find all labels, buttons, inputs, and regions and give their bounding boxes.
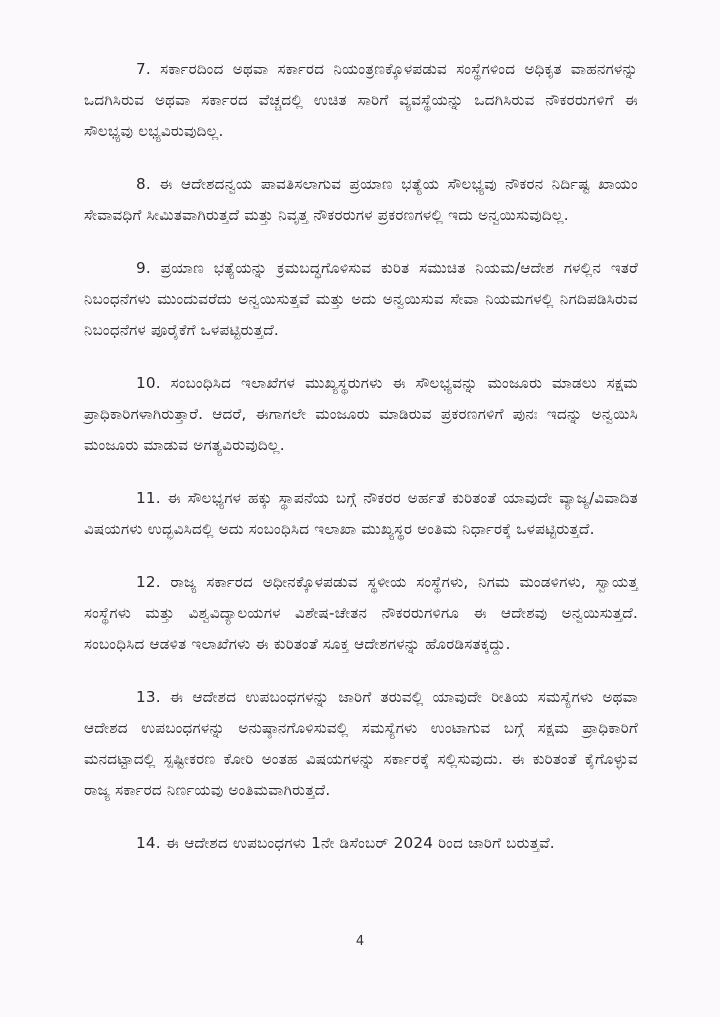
paragraph-7: 7. ಸರ್ಕಾರದಿಂದ ಅಥವಾ ಸರ್ಕಾರದ ನಿಯಂತ್ರಣಕ್ಕೊಳಪಡುವ ಸಂಸ್ಥೆಗಳಿಂದ ಅಧಿಕೃತ ವಾಹನಗಳನ್ನು ಒದಗಿಸಿರುವ ಅಥವಾ ಸರ್ಕಾರದ ವೆಚ್ಚದಲ್ಲಿ ಉಚಿತ ಸಾರಿಗೆ ವ್ಯವಸ್ಥೆಯನ್ನು ಒದಗಿಸಿರುವ ನೌಕರರುಗಳಿಗೆ ಈ ಸೌಲಭ್ಯವು ಲಭ್ಯವಿರುವುದಿಲ್ಲ.: [84, 60, 638, 140]
paragraph-10: 10. ಸಂಬಂಧಿಸಿದ ಇಲಾಖೆಗಳ ಮುಖ್ಯಸ್ಥರುಗಳು ಈ ಸೌಲಭ್ಯವನ್ನು ಮಂಜೂರು ಮಾಡಲು ಸಕ್ಷಮ ಪ್ರಾಧಿಕಾರಿಗಳಾಗಿರುತ್ತಾರೆ. ಆದರೆ, ಈಗಾಗಲೇ ಮಂಜೂರು ಮಾಡಿರುವ ಪ್ರಕರಣಗಳಿಗೆ ಪುನಃ ಇದನ್ನು ಅನ್ವಯಿಸಿ ಮಂಜೂರು ಮಾಡುವ ಅಗತ್ಯವಿರುವುದಿಲ್ಲ.: [84, 374, 638, 454]
page-number: 4: [355, 934, 365, 949]
paragraph-13: 13. ಈ ಆದೇಶದ ಉಪಬಂಧಗಳನ್ನು ಜಾರಿಗೆ ತರುವಲ್ಲಿ ಯಾವುದೇ ರೀತಿಯ ಸಮಸ್ಯೆಗಳು ಅಥವಾ ಆದೇಶದ ಉಪಬಂಧಗಳನ್ನು ಅನುಷ್ಠಾನಗೊಳಿಸುವಲ್ಲಿ ಸಮಸ್ಯೆಗಳು ಉಂಟಾಗುವ ಬಗ್ಗೆ ಸಕ್ಷಮ ಪ್ರಾಧಿಕಾರಿಗೆ ಮನದಟ್ಟಾದಲ್ಲಿ ಸ್ಪಷ್ಟೀಕರಣ ಕೋರಿ ಅಂತಹ ವಿಷಯಗಳನ್ನು ಸರ್ಕಾರಕ್ಕೆ ಸಲ್ಲಿಸುವುದು. ಈ ಕುರಿತಂತೆ ಕೈಗೊಳ್ಳುವ ರಾಜ್ಯ ಸರ್ಕಾರದ ನಿರ್ಣಯವು ಅಂತಿಮವಾಗಿರುತ್ತದೆ.: [84, 688, 638, 799]
paragraph-9: 9. ಪ್ರಯಾಣ ಭತ್ಯೆಯನ್ನು ಕ್ರಮಬದ್ಧಗೊಳಿಸುವ ಕುರಿತ ಸಮುಚಿತ ನಿಯಮ/ಆದೇಶ ಗಳಲ್ಲಿನ ಇತರೆ ನಿಬಂಧನೆಗಳು ಮುಂದುವರೆದು ಅನ್ವಯಿಸುತ್ತವೆ ಮತ್ತು ಅದು ಅನ್ವಯಿಸುವ ಸೇವಾ ನಿಯಮಗಳಲ್ಲಿ ನಿಗದಿಪಡಿಸಿರುವ ನಿಬಂಧನೆಗಳ ಪೂರೈಕೆಗೆ ಒಳಪಟ್ಟಿರುತ್ತದೆ.: [84, 259, 638, 339]
paragraph-14: 14. ಈ ಆದೇಶದ ಉಪಬಂಧಗಳು 1ನೇ ಡಿಸೆಂಬರ್ 2024 ರಿಂದ ಜಾರಿಗೆ ಬರುತ್ತವೆ.: [136, 834, 555, 852]
paragraph-8: 8. ಈ ಆದೇಶದನ್ವಯ ಪಾವತಿಸಲಾಗುವ ಪ್ರಯಾಣ ಭತ್ಯೆಯ ಸೌಲಭ್ಯವು ನೌಕರನ ನಿರ್ದಿಷ್ಟ ಖಾಯಂ ಸೇವಾವಧಿಗೆ ಸೀಮಿತವಾಗಿರುತ್ತದೆ ಮತ್ತು ನಿವೃತ್ತ ನೌಕರರುಗಳ ಪ್ರಕರಣಗಳಲ್ಲಿ ಇದು ಅನ್ವಯಿಸುವುದಿಲ್ಲ.: [84, 175, 638, 224]
paragraph-12: 12. ರಾಜ್ಯ ಸರ್ಕಾರದ ಅಧೀನಕ್ಕೊಳಪಡುವ ಸ್ಥಳೀಯ ಸಂಸ್ಥೆಗಳು, ನಿಗಮ ಮಂಡಳಿಗಳು, ಸ್ವಾಯತ್ತ ಸಂಸ್ಥೆಗಳು ಮತ್ತು ವಿಶ್ವವಿದ್ಯಾಲಯಗಳ ವಿಶೇಷ-ಚೇತನ ನೌಕರರುಗಳಿಗೂ ಈ ಆದೇಶವು ಅನ್ವಯಿಸುತ್ತದೆ. ಸಂಬಂಧಿಸಿದ ಆಡಳಿತ ಇಲಾಖೆಗಳು ಈ ಕುರಿತಂತೆ ಸೂಕ್ತ ಆದೇಶಗಳನ್ನು ಹೊರಡಿಸತಕ್ಕದ್ದು.: [84, 573, 638, 653]
paragraph-11: 11. ಈ ಸೌಲಭ್ಯಗಳ ಹಕ್ಕು ಸ್ಥಾಪನೆಯ ಬಗ್ಗೆ ನೌಕರರ ಅರ್ಹತೆ ಕುರಿತಂತೆ ಯಾವುದೇ ವ್ಯಾಜ್ಯ/ವಿವಾದಿತ ವಿಷಯಗಳು ಉದ್ಭವಿಸಿದಲ್ಲಿ ಅದು ಸಂಬಂಧಿಸಿದ ಇಲಾಖಾ ಮುಖ್ಯಸ್ಥರ ಅಂತಿಮ ನಿರ್ಧಾರಕ್ಕೆ ಒಳಪಟ್ಟಿರುತ್ತದೆ.: [84, 489, 638, 538]
